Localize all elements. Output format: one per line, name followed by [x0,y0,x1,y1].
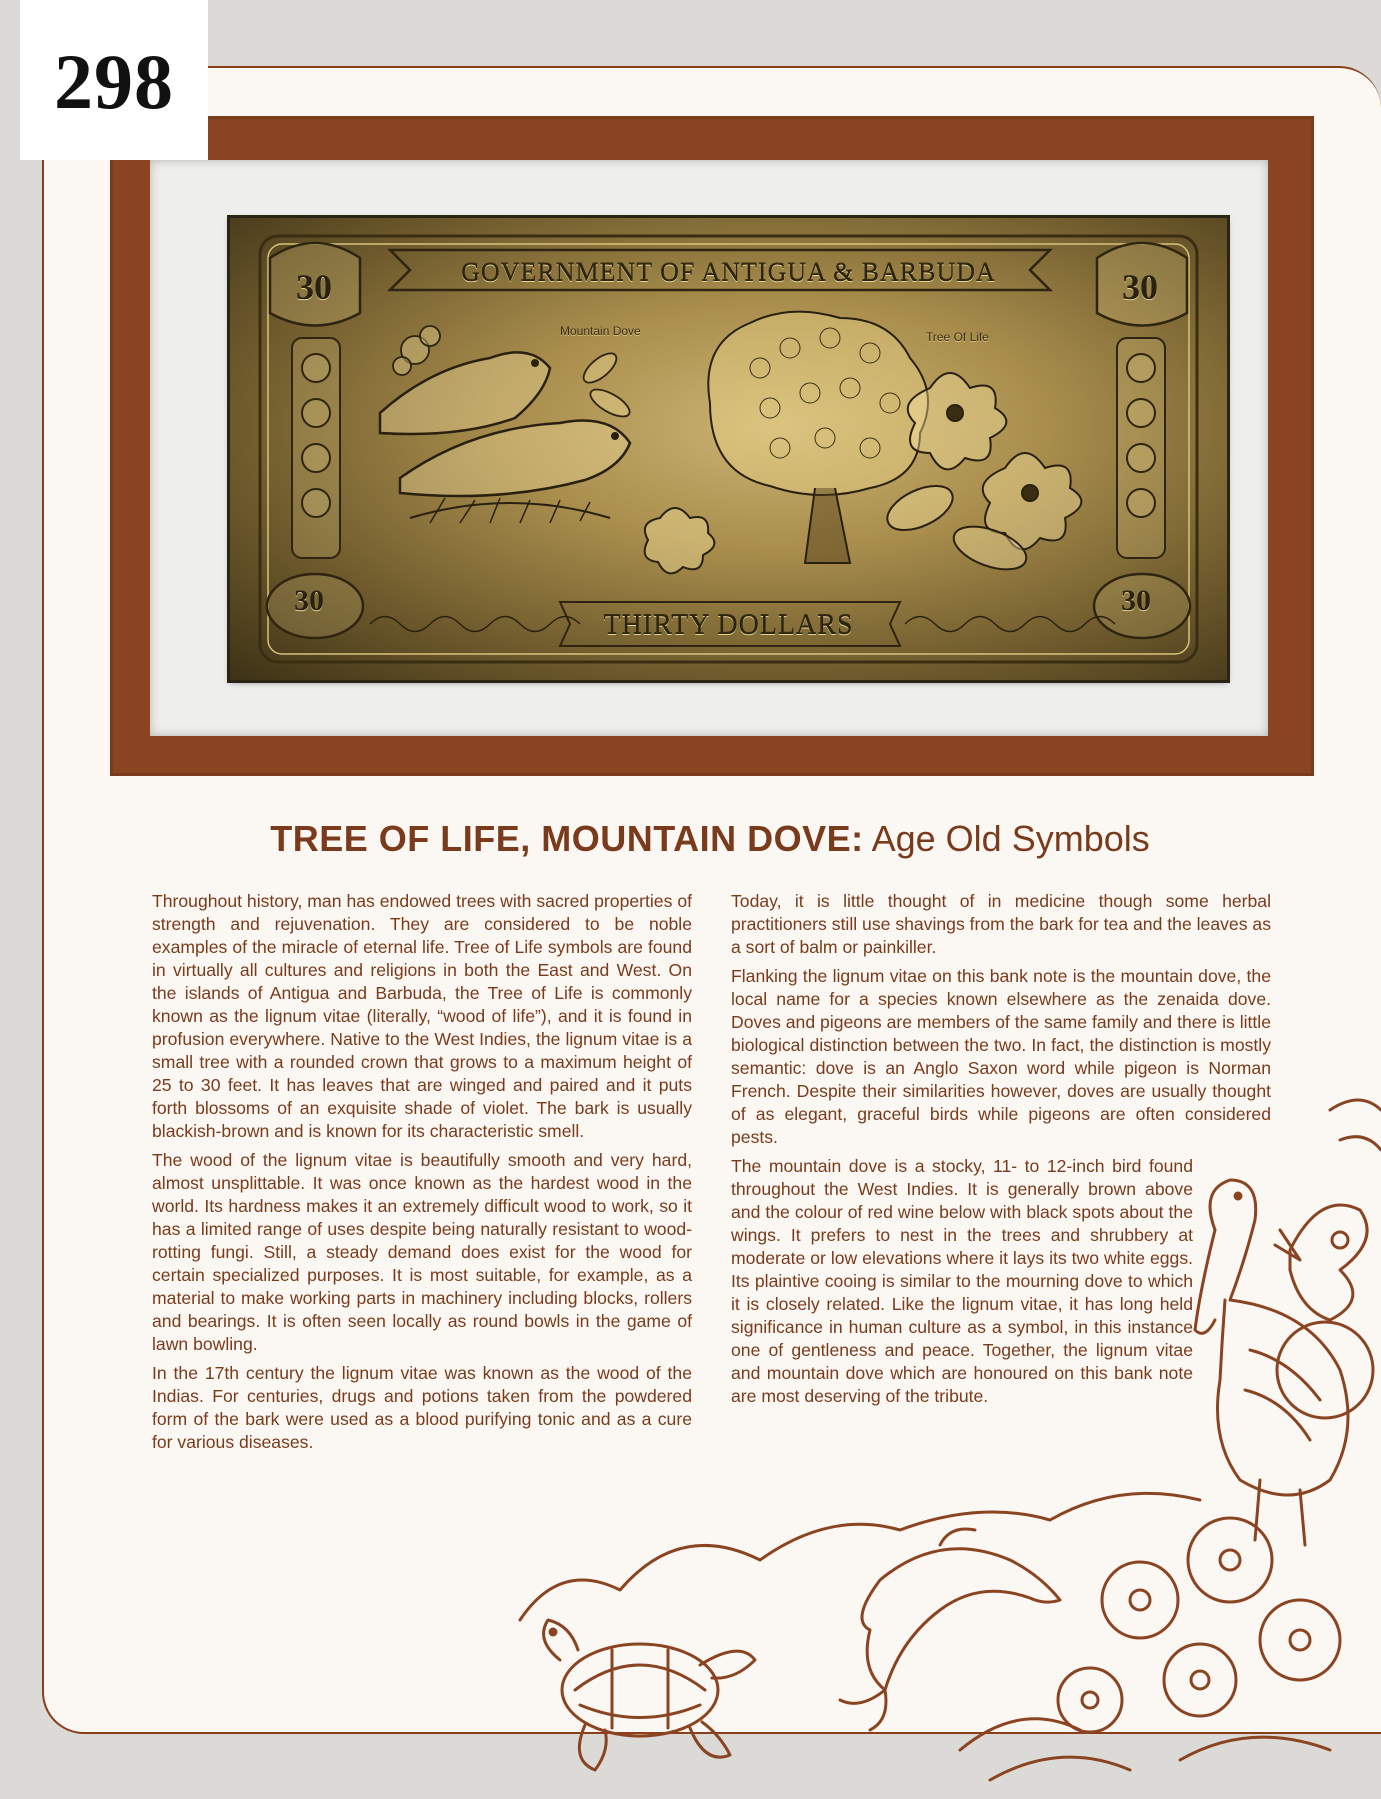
paragraph: Today, it is little thought of in medicine though some herbal practitioners still use shavings from the bark for tea and the leaves as a sort of balm or painkiller. [731,891,1271,957]
paragraph: The wood of the lignum vitae is beautifully smooth and very hard, almost unsplittable. It was once known as the hardest wood in the world. Its hardness makes it an extremely difficult wood to work, so it has a limited range of uses despite being naturally resistant to wood-rotting fungi. Still, a steady demand does exist for the wood for certain specialized purposes. It is most suitable, for example, as a material to make working parts in machinery including blocks, rollers and bearings. It is often seen locally as round bowls in the game of lawn bowling. [152,1150,692,1354]
paragraph: In the 17th century the lignum vitae was known as the wood of the Indias. For centuries, drugs and potions taken from the powdered form of the bark were used as a blood purifying tonic and as a cure for various diseases. [152,1363,692,1452]
denomination-top-right: 30 [1122,267,1158,307]
title-main: TREE OF LIFE, MOUNTAIN DOVE: [270,818,864,859]
article-title [0,818,1381,860]
article-column-left [152,890,692,1460]
article-column-right [731,890,1271,1414]
paragraph: Flanking the lignum vitae on this bank note is the mountain dove, the local name for a species known elsewhere as the zenaida dove. Doves and pigeons are members of the same family and there is little biological distinction between the two. In fact, the distinction is mostly semantic: dove is an Anglo Saxon word while pigeon is Norman French. Despite their similarities however, doves are usually thought of as elegant, graceful birds while pigeons are often considered pests. [731,966,1271,1147]
label-mountain-dove: Mountain Dove [560,324,641,338]
denomination-bottom-right: 30 [1121,584,1151,617]
paragraph: The mountain dove is a stocky, 11- to 12-inch bird found throughout the West Indies. It is generally brown above and the colour of red wine below with black spots about the wings. It prefers to nest in the trees and shrubbery at moderate or low elevations where it lays its two white eggs. Its plaintive cooing is similar to the mourning dove to which it is closely related. Like the lignum vitae, it has long held significance in human culture as a symbol, in this instance one of gentleness and peace. Together, the lignum vitae and mountain dove which are honoured on this bank note are most deserving of the tribute. [731,1156,1193,1406]
lot-number: 298 [54,38,174,125]
banknote-frame [110,116,1314,776]
title-subtitle: Age Old Symbols [871,818,1150,859]
label-tree-of-life: Tree Of Life [926,330,989,344]
banknote-sleeve [150,160,1268,736]
lot-number-tag [20,0,208,160]
banknote-denomination-words: THIRTY DOLLARS [603,610,854,641]
gold-banknote [230,218,1227,680]
paragraph: Throughout history, man has endowed trees with sacred properties of strength and rejuvenation. They are considered to be noble examples of the miracle of eternal life. Tree of Life symbols are found in virtually all cultures and religions in both the East and West. On the islands of Antigua and Barbuda, the Tree of Life is commonly known as the lignum vitae (literally, “wood of life”), and it is found in profusion everywhere. Native to the West Indies, the lignum vitae is a small tree with a rounded crown that grows to a maximum height of 25 to 30 feet. It has leaves that are winged and paired and it puts forth blossoms of an exquisite shade of violet. The bark is usually blackish-brown and is known for its characteristic smell. [152,891,692,1141]
banknote-issuer: GOVERNMENT OF ANTIGUA & BARBUDA [461,258,996,287]
denomination-top-left: 30 [296,267,332,307]
denomination-bottom-left: 30 [294,584,324,617]
